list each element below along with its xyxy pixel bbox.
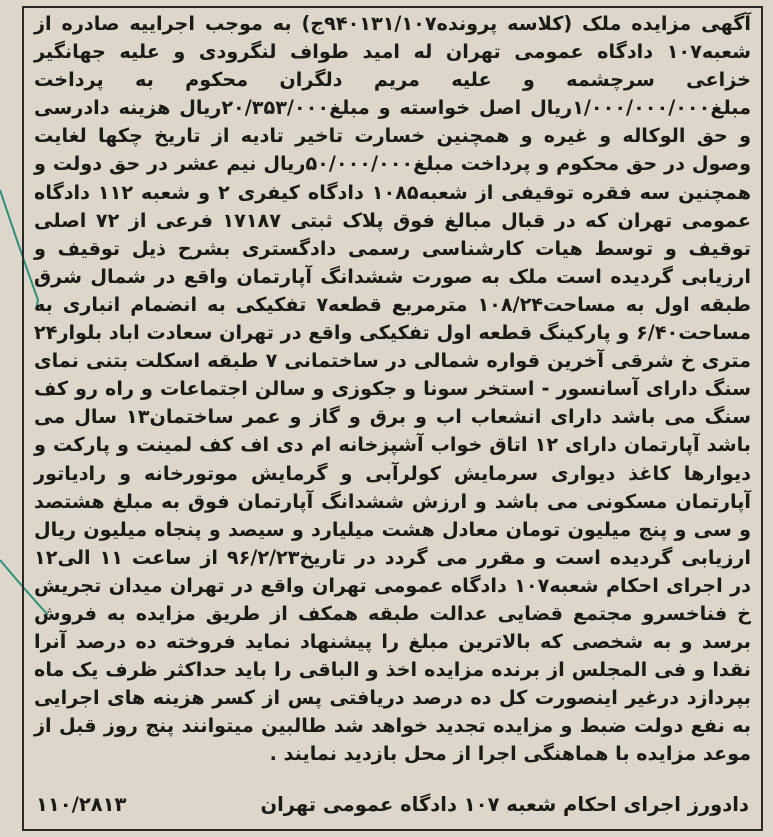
auction-notice-text: آگهی مزایده ملک (کلاسه پرونده۹۴۰۱۳۱/۱۰۷ج) به موجب اجراییه صادره از شعبه۱۰۷ دادگاه عمومی تهران له امید طواف لنگرودی و علیه جهانگیر خزاعی سرچشمه و علیه مریم دلگران محکوم به پرداخت مبلغ۱/۰۰۰/۰۰۰/۰۰۰ریال اصل خواسته و مبلغ۲۰/۳۵۳/۰۰۰ریال هزینه دادرسی و حق الوکاله و غیره و همچنین خسارت تاخیر تادیه از تاریخ چکها لغایت وصول در حق محکوم و پرداخت مبلغ۵۰/۰۰۰/۰۰۰ریال نیم عشر در حق دولت و همچنین سه فقره توقیفی از شعبه۱۰۸۵ دادگاه کیفری ۲ و شعبه ۱۱۲ دادگاه عمومی تهران که در قبال مبالغ فوق پلاک ثبتی ۱۷۱۸۷ فرعی از ۷۲ اصلی توقیف و توسط هیات کارشناسی رسمی دادگستری بشرح ذیل توقیف و ارزیابی گردیده است ملک به صورت ششدانگ آپارتمان واقع در شمال شرق طبقه اول به مساحت۱۰۸/۲۴ مترمربع قطعه۷ تفکیکی به انضمام انباری به مساحت۶/۴۰ و پارکینگ قطعه اول تفکیکی واقع در تهران سعادت اباد بلوار۲۴ متری خ شرقی آخرین قواره شمالی در ساختمانی ۷ طبقه اسکلت بتنی نمای سنگ دارای آسانسور - استخر سونا و جکوزی و سالن اجتماعات و راه رو کف سنگ می باشد دارای انشعاب اب و برق و گاز و عمر ساختمان۱۳ سال می باشد آپارتمان دارای ۱۲ اتاق خواب آشپزخانه ام دی اف کف لمینت و پارکت و دیوارها کاغذ دیواری سرمایش کولرآبی و گرمایش موتورخانه و رادیاتور آپارتمان مسکونی می باشد و ارزش ششدانگ آپارتمان فوق به مبلغ هشتصد و سی و پنج میلیون تومان معادل هشت میلیارد و سیصد و پنجاه میلیون ریال ارزیابی گردیده است و مقرر می گردد در تاریخ۹۶/۲/۲۳ از ساعت ۱۱ الی۱۲ در اجرای احکام شعبه۱۰۷ دادگاه عمومی تهران واقع در تهران میدان تجریش خ فناخسرو مجتمع قضایی عدالت طبقه همکف از طریق مزایده به فروش برسد و به شخصی که بالاترین مبلغ را پیشنهاد نماید فروخته ده درصد آنرا نقدا و فی المجلس از برنده مزایده اخذ و الباقی را باید حداکثر ظرف یک ماه بپردازد درغیر اینصورت کل ده درصد دریافتی پس از کسر هزینه های اجرایی به نفع دولت ضبط و مزایده تجدید خواهد شد طالبین میتوانند پنج روز قبل از موعد مزایده با هماهنگی اجرا از محل بازدید نمایند .	[34, 12, 752, 766]
notice-footer	[36, 791, 749, 819]
notice-code: ۱۱۰/۲۸۱۳	[36, 793, 127, 816]
signature-line: دادورز اجرای احکام شعبه ۱۰۷ دادگاه عمومی تهران	[260, 793, 749, 816]
